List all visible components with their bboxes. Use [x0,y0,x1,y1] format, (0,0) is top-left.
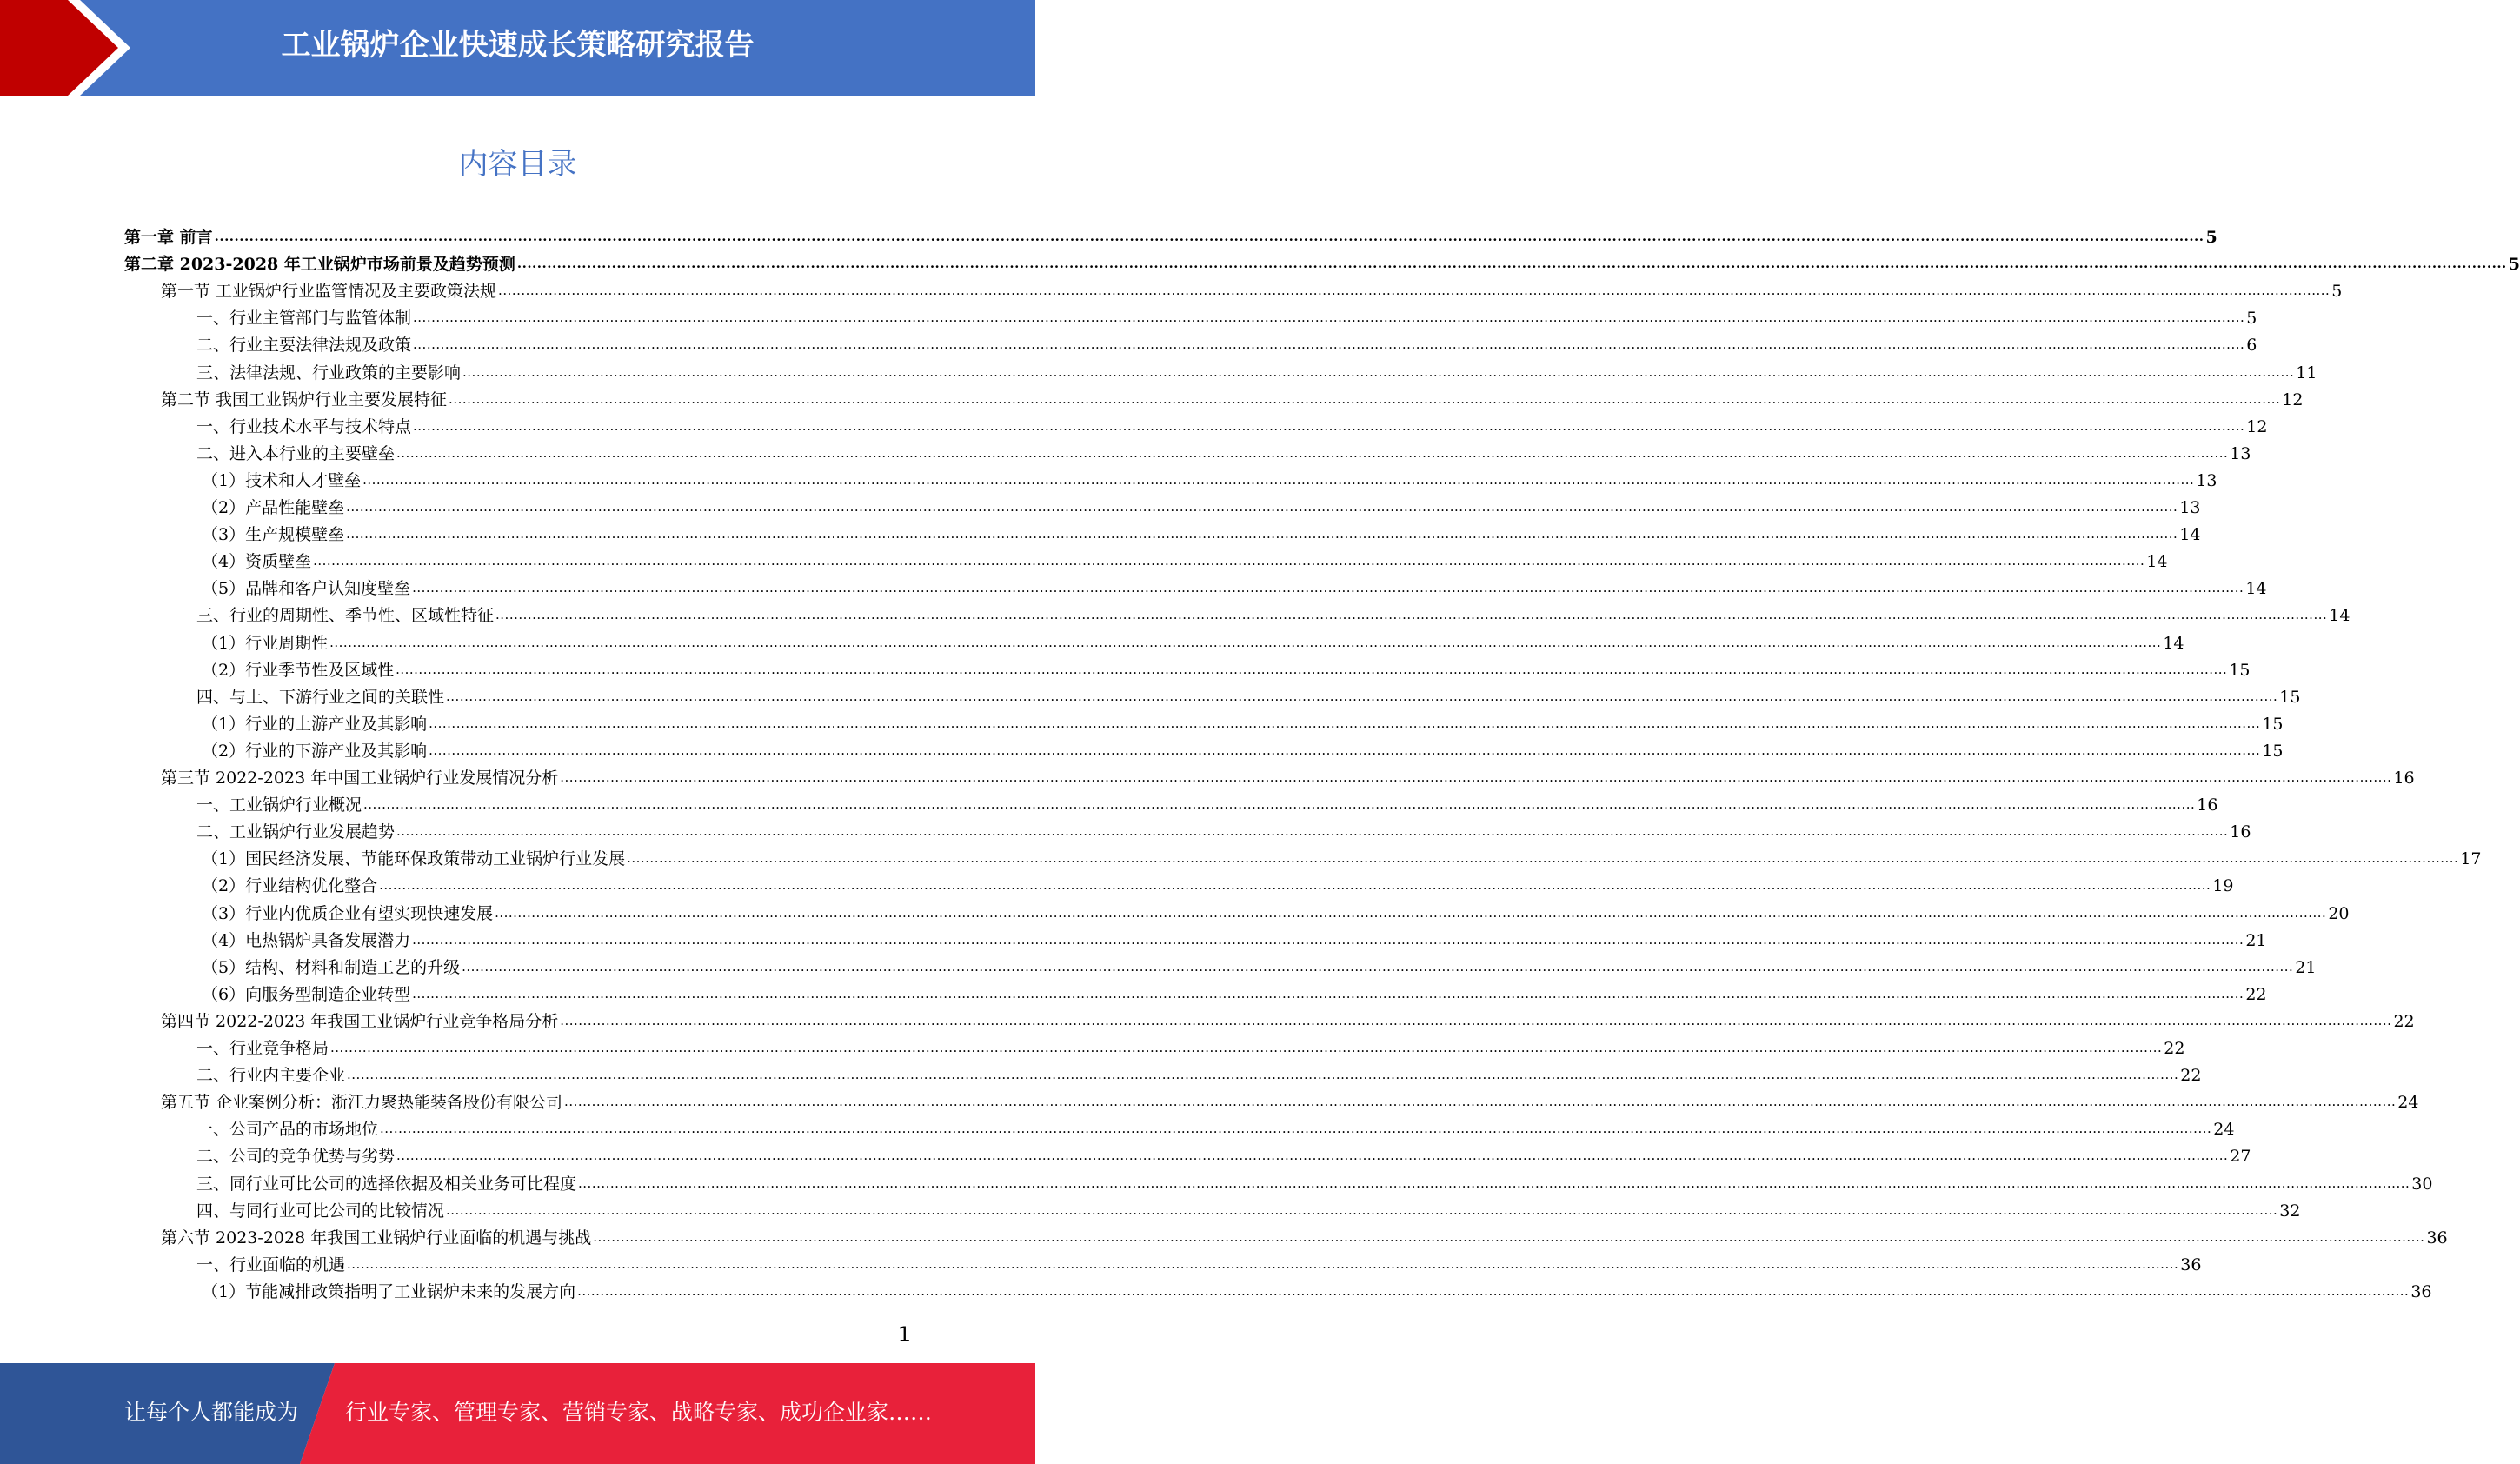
toc-entry[interactable] [202,951,2317,978]
toc-entry-page: 16 [2197,795,2218,815]
toc-entry-page: 5 [2331,282,2343,302]
toc-entry-title: （1）行业的上游产业及其影响 [202,714,428,734]
toc-entry-title: （2）行业的下游产业及其影响 [202,741,428,761]
toc-entry[interactable] [196,329,2257,356]
toc-entry[interactable] [202,572,2267,599]
toc-entry-page: 14 [2163,633,2184,653]
toc-entry-page: 5 [2508,255,2520,275]
toc-dot-leader: ................................................................................................................................................................................................................................................................................................................................................................................................................ [380,1121,2212,1137]
header-arrow-red [0,0,118,96]
toc-entry-title: 一、行业主管部门与监管体制 [196,309,412,329]
toc-entry[interactable] [202,518,2201,545]
toc-entry[interactable] [196,1113,2235,1140]
toc-entry-page: 17 [2460,849,2482,869]
toc-entry[interactable] [202,464,2217,491]
toc-entry[interactable] [196,681,2301,708]
toc-entry-title: 二、行业内主要企业 [196,1066,346,1086]
toc-dot-leader: ................................................................................................................................................................................................................................................................................................................................................................................................................ [412,580,2244,596]
toc-dot-leader: ................................................................................................................................................................................................................................................................................................................................................................................................................ [347,1067,2179,1083]
toc-entry[interactable] [161,1221,2448,1248]
toc-dot-leader: ................................................................................................................................................................................................................................................................................................................................................................................................................ [396,1148,2229,1164]
toc-entry-title: 一、行业竞争格局 [196,1039,329,1058]
toc-dot-leader: ................................................................................................................................................................................................................................................................................................................................................................................................................ [396,444,2229,461]
toc-entry-page: 13 [2196,470,2217,490]
toc-dot-leader: ................................................................................................................................................................................................................................................................................................................................................................................................................ [413,336,2245,353]
toc-entry-page: 14 [2179,525,2201,545]
toc-entry-title: 第五节 企业案例分析：浙江力聚热能装备股份有限公司 [161,1093,563,1113]
toc-dot-leader: ................................................................................................................................................................................................................................................................................................................................................................................................................ [214,229,2204,244]
toc-entry-title: （3）生产规模壁垒 [202,525,345,545]
toc-dot-leader: ................................................................................................................................................................................................................................................................................................................................................................................................................ [627,850,2459,867]
toc-entry[interactable] [202,842,2482,869]
toc-dot-leader: ................................................................................................................................................................................................................................................................................................................................................................................................................ [330,1040,2163,1055]
toc-entry-page: 21 [2245,930,2267,950]
toc-entry-title: 一、行业技术水平与技术特点 [196,416,412,436]
toc-entry[interactable] [161,1005,2415,1032]
toc-entry-page: 27 [2230,1147,2251,1167]
toc-entry-page: 22 [2245,984,2267,1004]
toc-dot-leader: ................................................................................................................................................................................................................................................................................................................................................................................................................ [396,661,2228,677]
toc-dot-leader: ................................................................................................................................................................................................................................................................................................................................................................................................................ [429,742,2261,758]
toc-entry-title: （2）产品性能壁垒 [202,498,345,517]
toc-dot-leader: ................................................................................................................................................................................................................................................................................................................................................................................................................ [564,1094,2397,1110]
toc-entry-page: 13 [2179,498,2201,517]
toc-dot-leader: ................................................................................................................................................................................................................................................................................................................................................................................................................ [498,283,2331,299]
toc-entry-page: 16 [2393,769,2415,788]
toc-entry-page: 36 [2410,1281,2432,1301]
toc-entry-title: （4）资质壁垒 [202,552,312,572]
toc-dot-leader: ................................................................................................................................................................................................................................................................................................................................................................................................................ [516,256,2507,272]
toc-entry[interactable] [161,275,2343,302]
toc-entry-page: 24 [2213,1120,2235,1140]
toc-entry-page: 20 [2328,903,2350,923]
toc-entry-page: 5 [2246,309,2257,329]
toc-entry[interactable] [202,545,2168,572]
toc-entry-title: 二、进入本行业的主要壁垒 [196,443,396,463]
toc-entry-title: 第四节 2022-2023 年我国工业锅炉行业竞争格局分析 [161,1011,559,1031]
toc-entry[interactable] [202,924,2267,951]
toc-entry-title: 三、法律法规、行业政策的主要影响 [196,363,462,383]
toc-dot-leader: ................................................................................................................................................................................................................................................................................................................................................................................................................ [413,417,2245,434]
toc-dot-leader: ................................................................................................................................................................................................................................................................................................................................................................................................................ [446,1201,2278,1218]
toc-dot-leader: ................................................................................................................................................................................................................................................................................................................................................................................................................ [413,309,2245,326]
toc-entry[interactable] [196,437,2251,464]
toc-entry[interactable] [196,1168,2433,1194]
toc-entry-page: 15 [2279,687,2301,707]
toc-entry[interactable] [161,762,2415,789]
toc-entry-title: （1）技术和人才壁垒 [202,470,362,490]
toc-dot-leader: ................................................................................................................................................................................................................................................................................................................................................................................................................ [462,363,2295,380]
toc-entry-page: 14 [2245,579,2267,599]
toc-dot-leader: ................................................................................................................................................................................................................................................................................................................................................................................................................ [363,796,2196,813]
toc-entry-title: 一、工业锅炉行业概况 [196,795,362,815]
footer-slogan-left: 让每个人都能成为 [124,1400,299,1425]
toc-dot-leader: ................................................................................................................................................................................................................................................................................................................................................................................................................ [560,1012,2392,1028]
toc-entry-title: 二、行业主要法律法规及政策 [196,336,412,356]
toc-entry-title: 三、行业的周期性、季节性、区域性特征 [196,606,495,626]
toc-entry[interactable] [196,1248,2202,1275]
toc-entry-page: 5 [2205,228,2217,247]
toc-entry-title: 一、公司产品的市场地位 [196,1120,379,1140]
toc-entry-page: 12 [2246,416,2268,436]
toc-entry-title: 一、行业面临的机遇 [196,1254,346,1274]
toc-entry-page: 22 [2164,1039,2185,1058]
toc-entry[interactable] [196,599,2350,626]
toc-entry-title: 四、与同行业可比公司的比较情况 [196,1201,445,1221]
toc-entry-page: 21 [2295,957,2317,977]
toc-entry[interactable] [161,383,2304,410]
toc-entry-page: 22 [2393,1011,2415,1031]
toc-dot-leader: ................................................................................................................................................................................................................................................................................................................................................................................................................ [347,1255,2179,1272]
toc-dot-leader: ................................................................................................................................................................................................................................................................................................................................................................................................................ [429,715,2261,731]
toc-entry-title: （2）行业结构优化整合 [202,876,378,896]
toc-entry[interactable] [196,815,2251,842]
footer-band [0,1363,1035,1464]
toc-dot-leader: ................................................................................................................................................................................................................................................................................................................................................................................................................ [578,1175,2410,1191]
toc-entry-page: 12 [2282,389,2304,409]
toc-entry-title: （5）结构、材料和制造工艺的升级 [202,957,461,977]
toc-dot-leader: ................................................................................................................................................................................................................................................................................................................................................................................................................ [593,1228,2425,1245]
toc-entry[interactable] [202,654,2251,681]
toc-entry-page: 16 [2230,822,2251,842]
toc-entry[interactable] [202,708,2284,735]
toc-entry[interactable] [196,302,2257,329]
toc-entry-page: 14 [2146,552,2168,572]
toc-entry[interactable] [202,869,2234,896]
toc-dot-leader: ................................................................................................................................................................................................................................................................................................................................................................................................................ [379,877,2211,894]
toc-dot-leader: ................................................................................................................................................................................................................................................................................................................................................................................................................ [446,688,2278,704]
toc-dot-leader: ................................................................................................................................................................................................................................................................................................................................................................................................................ [329,634,2162,650]
toc-entry-page: 19 [2212,876,2234,896]
toc-entry[interactable] [196,410,2268,437]
toc-entry-title: 第一章 前言 [124,228,213,247]
toc-heading: 内容目录 [458,147,577,182]
toc-entry[interactable] [202,1275,2432,1302]
toc-dot-leader: ................................................................................................................................................................................................................................................................................................................................................................................................................ [495,607,2328,623]
toc-dot-leader: ................................................................................................................................................................................................................................................................................................................................................................................................................ [560,769,2392,785]
toc-entry-title: 二、工业锅炉行业发展趋势 [196,822,396,842]
toc-dot-leader: ................................................................................................................................................................................................................................................................................................................................................................................................................ [462,958,2294,975]
footer-slogan-right: 行业专家、管理专家、营销专家、战略专家、成功企业家…… [345,1400,933,1425]
toc-entry-title: （2）行业季节性及区域性 [202,660,395,680]
toc-entry-title: 第二章 2023-2028 年工业锅炉市场前景及趋势预测 [124,255,515,275]
toc-entry-page: 6 [2246,336,2257,356]
toc-dot-leader: ................................................................................................................................................................................................................................................................................................................................................................................................................ [362,471,2195,488]
toc-entry-title: 三、同行业可比公司的选择依据及相关业务可比程度 [196,1174,577,1194]
toc-entry-title: （5）品牌和客户认知度壁垒 [202,579,411,599]
toc-entry[interactable] [124,221,2217,248]
toc-entry-title: （3）行业内优质企业有望实现快速发展 [202,903,494,923]
toc-entry[interactable] [196,356,2317,383]
report-title: 工业锅炉企业快速成长策略研究报告 [281,28,755,63]
toc-entry[interactable] [202,735,2284,762]
toc-entry[interactable] [196,1032,2185,1059]
toc-dot-leader: ................................................................................................................................................................................................................................................................................................................................................................................................................ [346,499,2178,515]
toc-entry-title: （6）向服务型制造企业转型 [202,984,411,1004]
toc-dot-leader: ................................................................................................................................................................................................................................................................................................................................................................................................................ [313,553,2145,569]
toc-entry[interactable] [196,1140,2251,1167]
toc-entry[interactable] [202,897,2350,924]
toc-entry-page: 30 [2411,1174,2433,1194]
toc-entry-title: （4）电热锅炉具备发展潜力 [202,930,411,950]
toc-entry-page: 36 [2180,1254,2202,1274]
toc-entry[interactable] [202,491,2201,518]
toc-entry-page: 15 [2262,741,2284,761]
toc-entry-page: 24 [2397,1093,2419,1113]
page-number: 1 [897,1322,911,1347]
toc-dot-leader: ................................................................................................................................................................................................................................................................................................................................................................................................................ [449,390,2281,407]
toc-entry[interactable] [202,627,2184,654]
toc-entry[interactable] [161,1086,2419,1113]
toc-entry[interactable] [196,1059,2202,1086]
toc-entry[interactable] [196,789,2218,815]
toc-entry-page: 14 [2329,606,2350,626]
toc-entry-title: 第六节 2023-2028 年我国工业锅炉行业面临的机遇与挑战 [161,1228,592,1248]
toc-dot-leader: ................................................................................................................................................................................................................................................................................................................................................................................................................ [412,931,2244,948]
toc-entry-page: 36 [2426,1228,2448,1248]
toc-dot-leader: ................................................................................................................................................................................................................................................................................................................................................................................................................ [396,823,2229,840]
toc-dot-leader: ................................................................................................................................................................................................................................................................................................................................................................................................................ [346,526,2178,542]
report-header-band [0,0,1035,96]
toc-entry-page: 13 [2230,443,2251,463]
toc-entry-page: 15 [2262,714,2284,734]
toc-entry-page: 32 [2279,1201,2301,1221]
toc-entry[interactable] [196,1194,2301,1221]
toc-entry-title: 二、公司的竞争优势与劣势 [196,1147,396,1167]
toc-entry-title: （1）行业周期性 [202,633,329,653]
toc-entry-title: 四、与上、下游行业之间的关联性 [196,687,445,707]
toc-entry-page: 22 [2180,1066,2202,1086]
toc-entry-title: 第二节 我国工业锅炉行业主要发展特征 [161,389,448,409]
toc-entry-page: 11 [2296,363,2317,383]
toc-entry-title: 第三节 2022-2023 年中国工业锅炉行业发展情况分析 [161,769,559,788]
toc-entry-page: 15 [2229,660,2251,680]
toc-dot-leader: ................................................................................................................................................................................................................................................................................................................................................................................................................ [495,904,2327,921]
toc-entry-title: （1）国民经济发展、节能环保政策带动工业锅炉行业发展 [202,849,626,869]
toc-entry[interactable] [124,248,2520,275]
toc-dot-leader: ................................................................................................................................................................................................................................................................................................................................................................................................................ [412,985,2244,1002]
toc-entry-title: （1）节能减排政策指明了工业锅炉未来的发展方向 [202,1281,576,1301]
toc-dot-leader: ................................................................................................................................................................................................................................................................................................................................................................................................................ [577,1282,2410,1299]
toc-entry-title: 第一节 工业锅炉行业监管情况及主要政策法规 [161,282,497,302]
toc-entry[interactable] [202,978,2267,1005]
